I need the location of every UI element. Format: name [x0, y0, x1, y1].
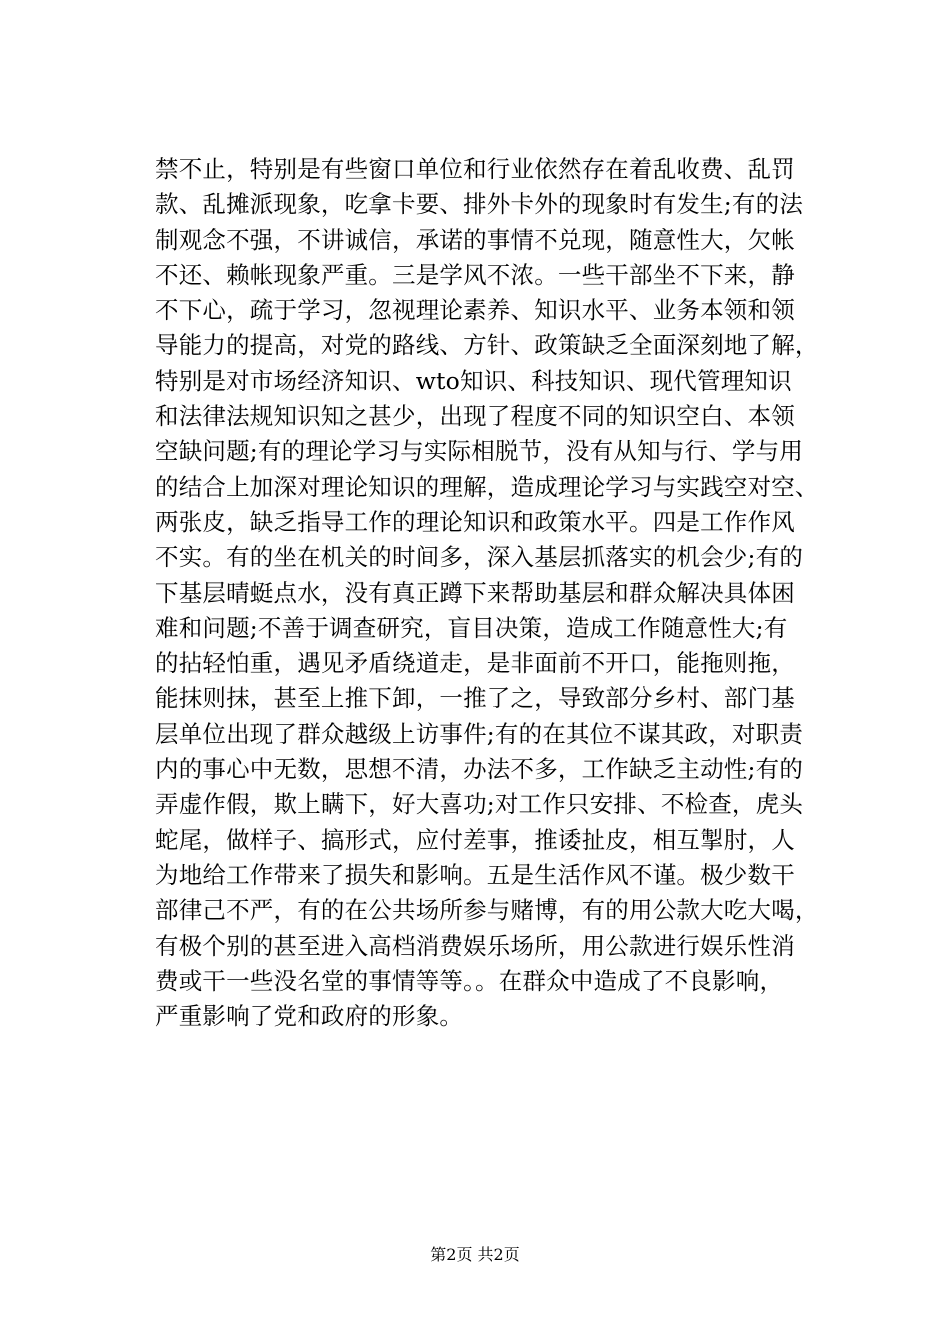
text-line: 的拈轻怕重，遇见矛盾绕道走，是非面前不开口，能拖则拖， — [155, 649, 795, 678]
text-line: 难和问题;不善于调查研究，盲目决策，造成工作随意性大;有 — [155, 613, 788, 642]
text-line: 特别是对市场经济知识、wto知识、科技知识、现代管理知识 — [155, 366, 792, 395]
text-line: 款、乱摊派现象，吃拿卡要、排外卡外的现象时有发生;有的法 — [155, 190, 804, 219]
text-line: 制观念不强，不讲诚信，承诺的事情不兑现，随意性大，欠帐 — [155, 225, 795, 254]
text-line: 不还、赖帐现象严重。三是学风不浓。一些干部坐不下来，静 — [155, 260, 795, 289]
text-line: 为地给工作带来了损失和影响。五是生活作风不谨。极少数干 — [155, 860, 795, 889]
text-line: 和法律法规知识知之甚少，出现了程度不同的知识空白、本领 — [155, 402, 795, 431]
text-line: 两张皮，缺乏指导工作的理论知识和政策水平。四是工作作风 — [155, 507, 795, 536]
text-line: 禁不止，特别是有些窗口单位和行业依然存在着乱收费、乱罚 — [155, 155, 795, 183]
text-line: 能抹则抹，甚至上推下卸，一推了之，导致部分乡村、部门基 — [155, 684, 795, 713]
text-line: 不下心，疏于学习，忽视理论素养、知识水平、业务本领和领 — [155, 296, 795, 325]
text-line: 不实。有的坐在机关的时间多，深入基层抓落实的机会少;有的 — [155, 543, 804, 572]
text-line: 弄虚作假，欺上瞒下，好大喜功;对工作只安排、不检查，虎头 — [155, 790, 804, 819]
text-line: 导能力的提高，对党的路线、方针、政策缺乏全面深刻地了解， — [155, 331, 819, 360]
text-line: 内的事心中无数，思想不清，办法不多，工作缺乏主动性;有的 — [155, 755, 804, 784]
text-line: 严重影响了党和政府的形象。 — [155, 1002, 464, 1031]
text-line: 部律己不严，有的在公共场所参与赌博，有的用公款大吃大喝， — [155, 896, 819, 925]
text-line: 蛇尾，做样子、搞形式，应付差事，推诿扯皮，相互掣肘，人 — [155, 825, 795, 854]
text-line: 下基层晴蜓点水，没有真正蹲下来帮助基层和群众解决具体困 — [155, 578, 795, 607]
text-line: 的结合上加深对理论知识的理解，造成理论学习与实践空对空、 — [155, 472, 819, 501]
page-number-footer: 第2页 共2页 — [430, 1245, 520, 1264]
text-line: 有极个别的甚至进入高档消费娱乐场所，用公款进行娱乐性消 — [155, 931, 795, 960]
text-line: 空缺问题;有的理论学习与实际相脱节，没有从知与行、学与用 — [155, 437, 804, 466]
text-line: 层单位出现了群众越级上访事件;有的在其位不谋其政，对职责 — [155, 719, 804, 748]
document-body — [155, 152, 845, 1034]
text-line: 费或干一些没名堂的事情等等。。在群众中造成了不良影响， — [155, 966, 784, 995]
